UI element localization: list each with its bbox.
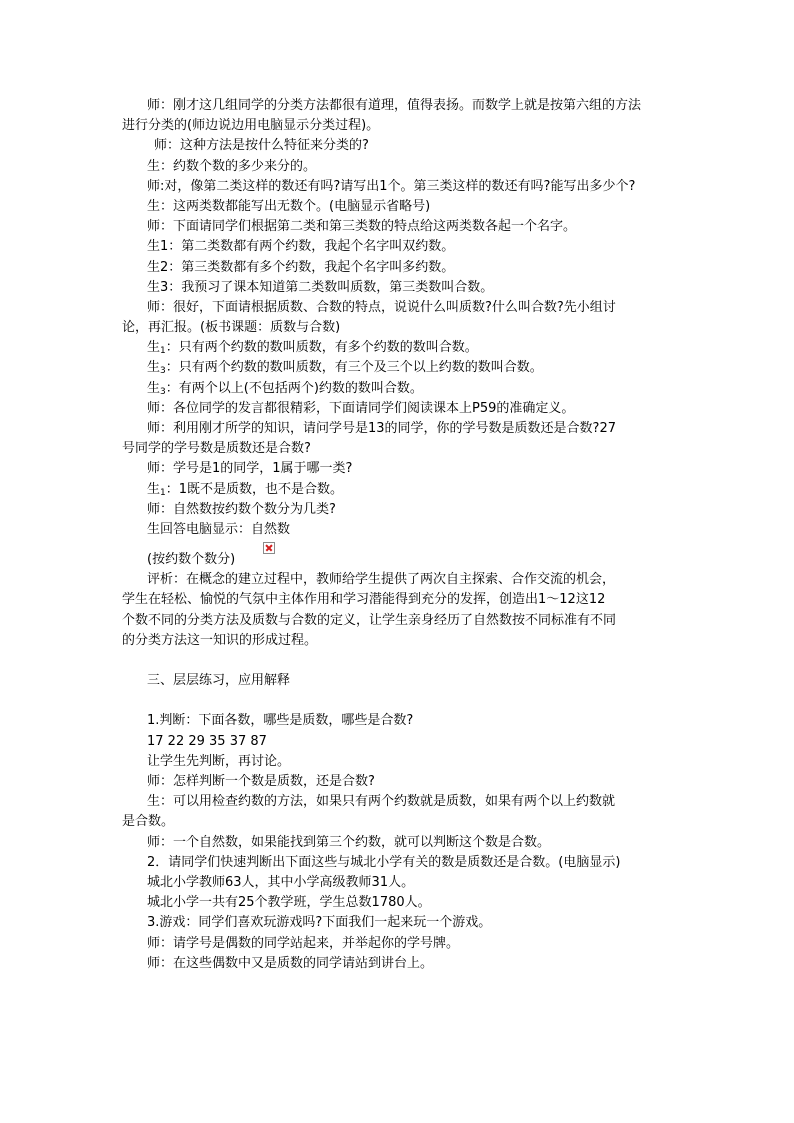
blank-line <box>122 651 682 671</box>
speaker-subscript: 3 <box>160 386 166 397</box>
paragraph-line: 师：很好，下面请根据质数、合数的特点，说说什么叫质数?什么叫合数?先小组讨 <box>147 299 616 315</box>
paragraph-line <box>122 480 682 500</box>
paragraph-line: 师：学号是1的同学，1属于哪一类? <box>147 461 353 477</box>
paragraph-line: 生回答电脑显示：自然数 <box>147 521 291 537</box>
paragraph-line: 个数不同的分类方法及质数与合数的定义，让学生亲身经历了自然数按不同标准有不同 <box>122 612 617 628</box>
paragraph-line: 生3：我预习了课本知道第二类数叫质数，第三类数叫合数。 <box>147 279 494 295</box>
broken-image-icon <box>263 542 275 554</box>
line-text: 只有两个约数的数叫质数，有多个约数的数叫合数。 <box>178 340 478 356</box>
speaker-subscript: 3 <box>160 366 166 377</box>
blank-line <box>122 691 682 711</box>
paragraph-line: 师：利用刚才所学的知识，请问学号是13的同学，你的学号数是质数还是合数?27 <box>147 421 616 436</box>
speaker-subscript: 1 <box>160 346 166 357</box>
paragraph-line <box>122 358 682 378</box>
paragraph-line: 师：下面请同学们根据第二类和第三类数的特点给这两类数各起一个名字。 <box>147 219 577 235</box>
paragraph-line: 号同学的学号数是质数还是合数? <box>122 441 311 457</box>
speaker-colon: ： <box>165 380 179 396</box>
paragraph-line: 师：在这些偶数中又是质数的同学请站到讲台上。 <box>147 955 434 971</box>
paragraph-line: 城北小学教师63人，其中小学高级教师31人。 <box>147 874 415 890</box>
speaker-label: 生 <box>147 360 161 376</box>
paragraph-line: 论，再汇报。(板书课题：质数与合数) <box>122 320 341 336</box>
lesson-text <box>122 96 682 974</box>
line-text: 只有两个约数的数叫质数，有三个及三个以上约数的数叫合数。 <box>178 360 543 376</box>
speaker-label: 生 <box>147 340 161 356</box>
paragraph-line: 让学生先判断，再讨论。 <box>147 753 291 769</box>
paragraph-line: 师：这种方法是按什么特征来分类的? <box>154 138 369 154</box>
paragraph-line: 生：约数个数的多少来分的。 <box>147 158 317 174</box>
paragraph-line: 师：请学号是偶数的同学站起来，并举起你的学号牌。 <box>147 935 460 951</box>
paragraph-line: 师：自然数按约数个数分为几类? <box>147 501 336 517</box>
line-text: 1既不是质数，也不是合数。 <box>178 481 344 497</box>
paragraph-line: 师：一个自然数，如果能找到第三个约数，就可以判断这个数是合数。 <box>147 834 551 850</box>
paragraph-line <box>122 338 682 358</box>
paragraph-line <box>122 379 682 399</box>
paragraph-line: 的分类方法这一知识的形成过程。 <box>122 632 318 648</box>
image-caption-row <box>122 540 682 570</box>
paragraph-line: 评析：在概念的建立过程中，教师给学生提供了两次自主探索、合作交流的机会， <box>147 572 616 588</box>
paragraph-line: 17 22 29 35 37 87 <box>147 733 267 749</box>
speaker-label: 生 <box>147 380 161 396</box>
paragraph-line: 生2：第三类数都有多个约数，我起个名字叫多约数。 <box>147 259 455 275</box>
line-text: 有两个以上(不包括两个)约数的数叫合数。 <box>178 380 423 396</box>
speaker-subscript: 1 <box>160 487 166 498</box>
paragraph-line: 学生在轻松、愉悦的气氛中主体作用和学习潜能得到充分的发挥，创造出1～12这12 <box>122 592 606 608</box>
paragraph-line: 进行分类的(师边说边用电脑显示分类过程)。 <box>122 118 380 134</box>
speaker-label: 生 <box>147 481 161 497</box>
paragraph-line: 生：可以用检查约数的方法，如果只有两个约数就是质数，如果有两个以上约数就 <box>147 794 616 810</box>
paragraph-line: 1.判断：下面各数，哪些是质数，哪些是合数? <box>147 713 414 729</box>
speaker-colon: ： <box>165 360 179 376</box>
paragraph-line: 师:对，像第二类这样的数还有吗?请写出1个。第三类这样的数还有吗?能写出多少个? <box>147 178 636 194</box>
speaker-colon: ： <box>165 340 179 356</box>
paragraph-line: 生：这两类数都能写出无数个。(电脑显示省略号) <box>147 198 431 214</box>
paragraph-line: 师：刚才这几组同学的分类方法都很有道理，值得表扬。而数学上就是按第六组的方法 <box>147 98 642 113</box>
paragraph-line: 城北小学一共有25个教学班，学生总数1780人。 <box>147 895 431 911</box>
paragraph-line: 2．请同学们快速判断出下面这些与城北小学有关的数是质数还是合数。(电脑显示) <box>147 854 621 870</box>
paragraph-line: 3.游戏：同学们喜欢玩游戏吗?下面我们一起来玩一个游戏。 <box>147 915 492 931</box>
section-heading: 三、层层练习，应用解释 <box>147 673 291 689</box>
speaker-colon: ： <box>165 481 179 497</box>
paragraph-line: 是合数。 <box>122 814 175 830</box>
paragraph-line: 师：各位同学的发言都很精彩，下面请同学们阅读课本上P59的准确定义。 <box>147 400 575 416</box>
paragraph-line: 师：怎样判断一个数是质数，还是合数? <box>147 774 375 789</box>
paragraph-line: 生1：第二类数都有两个约数，我起个名字叫双约数。 <box>147 239 455 255</box>
image-caption: (按约数个数分) <box>147 552 236 568</box>
